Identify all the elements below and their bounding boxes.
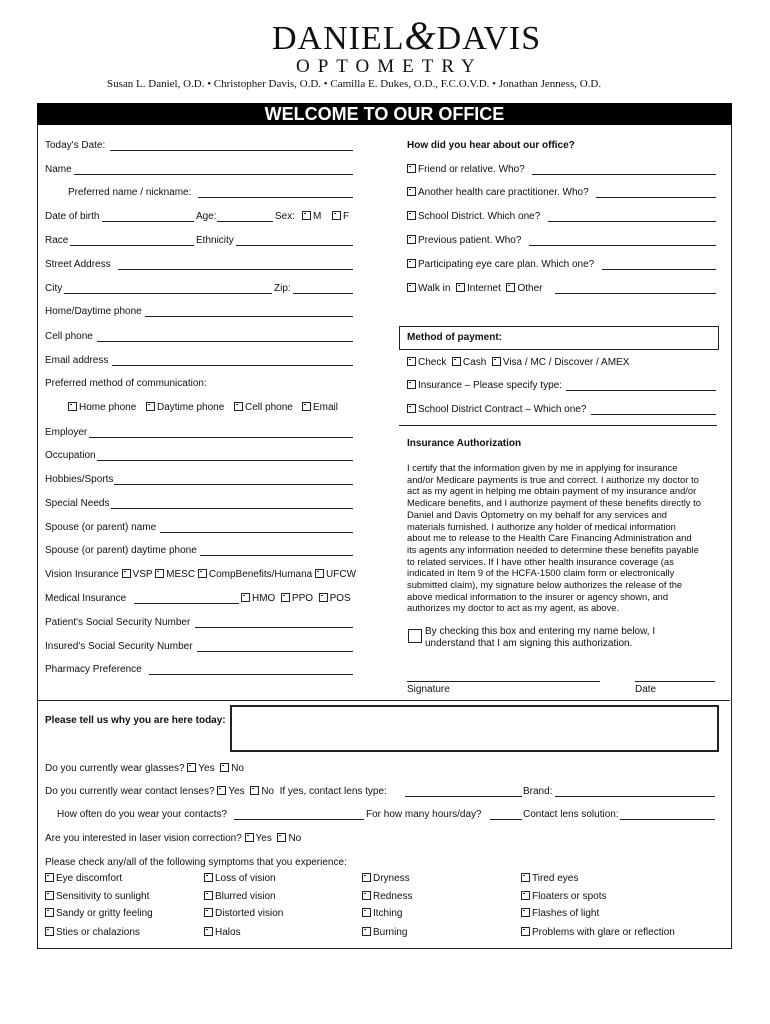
employer-field[interactable] xyxy=(89,437,353,438)
patient-ssn-label: Patient's Social Security Number xyxy=(45,617,191,628)
email-field[interactable] xyxy=(112,365,353,366)
symptom-item[interactable] xyxy=(204,891,276,902)
symptom-text: Eye discomfort xyxy=(56,873,123,884)
checkbox-icon[interactable] xyxy=(250,786,259,795)
checkbox-icon[interactable] xyxy=(521,873,530,882)
comm-email-option[interactable] xyxy=(302,402,338,413)
pay-cash-text: Cash xyxy=(462,357,487,368)
auth-line: Medicare benefits, and I authorize payment of these benefits directly to xyxy=(407,497,701,509)
checkbox-icon[interactable] xyxy=(332,211,341,220)
symptom-item[interactable] xyxy=(521,891,606,902)
checkbox-icon[interactable] xyxy=(319,593,328,602)
sex-f-text: F xyxy=(343,211,350,222)
preferred-name-label: Preferred name / nickname: xyxy=(68,187,192,198)
symptom-item[interactable] xyxy=(204,927,241,938)
symptom-text: Dryness xyxy=(373,873,410,884)
laser-no-text: No xyxy=(288,833,302,844)
checkbox-icon[interactable] xyxy=(220,763,229,772)
brand-label: Brand: xyxy=(523,786,553,797)
hobbies-field[interactable] xyxy=(114,484,353,485)
street-field[interactable] xyxy=(118,269,353,270)
symptom-item[interactable] xyxy=(45,873,122,884)
date-field[interactable] xyxy=(635,681,715,682)
reason-field[interactable] xyxy=(230,705,719,752)
checkbox-icon[interactable] xyxy=(146,402,155,411)
signature-field[interactable] xyxy=(407,681,600,682)
pref-comm-label: Preferred method of communication: xyxy=(45,378,207,389)
checkbox-icon[interactable] xyxy=(68,402,77,411)
hear-other-field[interactable] xyxy=(555,293,716,294)
home-phone-label: Home/Daytime phone xyxy=(45,306,142,317)
ethnicity-field[interactable] xyxy=(236,245,353,246)
auth-line: above medical information to the insurer or agency shown, and xyxy=(407,590,669,602)
spouse-name-field[interactable] xyxy=(160,532,353,533)
checkbox-icon[interactable] xyxy=(407,187,416,196)
hear-practitioner-text: Another health care practitioner. Who? xyxy=(418,187,589,198)
symptom-text: Distorted vision xyxy=(215,908,284,919)
hear-practitioner-option[interactable] xyxy=(407,187,589,198)
occupation-label: Occupation xyxy=(45,450,96,461)
how-often-field[interactable] xyxy=(234,819,364,820)
symptom-text: Floaters or spots xyxy=(532,891,607,902)
age-label: Age: xyxy=(196,211,217,222)
hear-plan-option[interactable] xyxy=(407,259,594,270)
hear-plan-text: Participating eye care plan. Which one? xyxy=(418,259,595,270)
symptom-item[interactable] xyxy=(362,891,412,902)
logo xyxy=(272,13,542,58)
special-needs-field[interactable] xyxy=(111,508,353,509)
hear-title: How did you hear about our office? xyxy=(407,140,575,151)
medical-options xyxy=(241,593,351,604)
reason-label: Please tell us why you are here today: xyxy=(45,715,226,726)
consent-checkbox[interactable] xyxy=(408,629,422,643)
checkbox-icon[interactable] xyxy=(198,569,207,578)
logo-davis: DAVIS xyxy=(436,20,542,57)
checkbox-icon[interactable] xyxy=(204,927,213,936)
occupation-field[interactable] xyxy=(97,460,353,461)
pay-cards-text: Visa / MC / Discover / AMEX xyxy=(502,357,630,368)
spouse-name-label: Spouse (or parent) name xyxy=(45,522,157,533)
ethnicity-label: Ethnicity xyxy=(196,235,234,246)
hear-internet-text: Internet xyxy=(466,283,501,294)
contacts-question: Do you currently wear contact lenses? xyxy=(45,786,215,797)
solution-label: Contact lens solution: xyxy=(523,809,619,820)
hear-previous-option[interactable] xyxy=(407,235,521,246)
checkbox-icon[interactable] xyxy=(492,357,501,366)
banner-title: WELCOME TO OUR OFFICE xyxy=(264,104,505,124)
city-label: City xyxy=(45,283,63,294)
checkbox-icon[interactable] xyxy=(506,283,515,292)
insured-ssn-field[interactable] xyxy=(197,651,353,652)
symptom-text: Problems with glare or reflection xyxy=(532,927,675,938)
dob-label: Date of birth xyxy=(45,211,100,222)
spouse-phone-field[interactable] xyxy=(200,555,353,556)
symptom-item[interactable] xyxy=(521,873,578,884)
checkbox-icon[interactable] xyxy=(281,593,290,602)
hours-field[interactable] xyxy=(490,819,522,820)
symptoms-intro: Please check any/all of the following symptoms that you experience: xyxy=(45,857,347,868)
auth-line: materials furnished. I authorize any holder of medical information xyxy=(407,520,676,532)
checkbox-icon[interactable] xyxy=(407,235,416,244)
pay-insurance-text: Insurance – Please specify type: xyxy=(418,380,562,391)
checkbox-icon[interactable] xyxy=(362,927,371,936)
name-field[interactable] xyxy=(74,174,353,175)
checkbox-icon[interactable] xyxy=(407,283,416,292)
vis-ufcw-text: UFCW xyxy=(326,569,357,580)
dob-field[interactable] xyxy=(102,221,194,222)
auth-section xyxy=(399,425,717,426)
checkbox-icon[interactable] xyxy=(122,569,131,578)
symptom-item[interactable] xyxy=(204,908,283,919)
cell-phone-label: Cell phone xyxy=(45,331,93,342)
hear-school-field[interactable] xyxy=(548,221,716,222)
checkbox-icon[interactable] xyxy=(362,908,371,917)
symptom-text: Sties or chalazions xyxy=(56,927,140,938)
pay-row xyxy=(407,357,629,368)
auth-line: to related services. If I have other health insurance coverage (as xyxy=(407,555,674,567)
todays-date-label: Today's Date: xyxy=(45,140,106,151)
logo-daniel: DANIEL xyxy=(272,20,405,57)
zip-label: Zip: xyxy=(274,283,291,294)
checkbox-icon[interactable] xyxy=(204,891,213,900)
checkbox-icon[interactable] xyxy=(241,593,250,602)
hours-label: For how many hours/day? xyxy=(366,809,482,820)
payment-title: Method of payment: xyxy=(407,332,502,343)
checkbox-icon[interactable] xyxy=(45,927,54,936)
laser-question: Are you interested in laser vision correction? xyxy=(45,833,242,844)
auth-line: I certify that the information given by me in applying for insurance xyxy=(407,462,678,473)
hear-previous-field[interactable] xyxy=(529,245,716,246)
med-pos-text: POS xyxy=(329,593,351,604)
checkbox-icon[interactable] xyxy=(362,891,371,900)
hobbies-label: Hobbies/Sports xyxy=(45,474,114,485)
checkbox-icon[interactable] xyxy=(204,873,213,882)
hear-school-text: School District. Which one? xyxy=(418,211,541,222)
checkbox-icon[interactable] xyxy=(217,786,226,795)
auth-line: indicated in Item 9 of the HCFA-1500 claim form or electronically xyxy=(407,567,675,579)
auth-line: its agents any information needed to determine these benefits payable xyxy=(407,543,699,555)
pay-school-text: School District Contract – Which one? xyxy=(418,404,587,415)
checkbox-icon[interactable] xyxy=(521,927,530,936)
hear-friend-text: Friend or relative. Who? xyxy=(418,164,525,175)
med-ppo-text: PPO xyxy=(291,593,314,604)
vis-mesc-text: MESC xyxy=(166,569,196,580)
date-label: Date xyxy=(635,684,657,695)
symptom-text: Itching xyxy=(373,908,403,919)
symptom-text: Halos xyxy=(215,927,241,938)
sex-f-option[interactable] xyxy=(332,211,349,222)
symptom-item[interactable] xyxy=(521,908,599,919)
checkbox-icon[interactable] xyxy=(407,357,416,366)
street-label: Street Address xyxy=(45,259,111,270)
contacts-row xyxy=(45,786,387,797)
comm-cell-text: Cell phone xyxy=(245,402,293,413)
checkbox-icon[interactable] xyxy=(407,211,416,220)
auth-line: act as my agent in helping me obtain payment of my insurance and/or xyxy=(407,485,697,497)
glasses-question: Do you currently wear glasses? xyxy=(45,763,185,774)
cell-phone-field[interactable] xyxy=(97,341,353,342)
comm-home-text: Home phone xyxy=(79,402,137,413)
checkbox-icon[interactable] xyxy=(407,164,416,173)
name-label: Name xyxy=(45,164,72,175)
pay-insurance-option[interactable] xyxy=(407,380,562,391)
symptom-text: Loss of vision xyxy=(215,873,276,884)
contact-type-field[interactable] xyxy=(405,796,522,797)
checkbox-icon[interactable] xyxy=(245,833,254,842)
auth-line: Daniel and Davis Optometry on my behalf for any services and xyxy=(407,508,668,520)
comm-day-text: Daytime phone xyxy=(157,402,225,413)
brand-field[interactable] xyxy=(555,796,715,797)
contact-type-label: If yes, contact lens type: xyxy=(279,786,387,797)
auth-line: about me to release to the Health Care Financing Administration and xyxy=(407,532,692,544)
home-phone-field[interactable] xyxy=(145,316,353,317)
vision-insurance-label: Vision Insurance xyxy=(45,569,119,580)
checkbox-icon[interactable] xyxy=(277,833,286,842)
how-often-label: How often do you wear your contacts? xyxy=(57,809,228,820)
pay-insurance-field[interactable] xyxy=(566,390,716,391)
signature-label: Signature xyxy=(407,684,450,695)
insured-ssn-label: Insured's Social Security Number xyxy=(45,641,193,652)
auth-title: Insurance Authorization xyxy=(407,438,522,449)
special-needs-label: Special Needs xyxy=(45,498,110,509)
checkbox-icon[interactable] xyxy=(452,357,461,366)
med-hmo-text: HMO xyxy=(252,593,276,604)
comm-cell-option[interactable] xyxy=(234,402,293,413)
glasses-yes-text: Yes xyxy=(198,763,215,774)
employer-label: Employer xyxy=(45,427,88,438)
checkbox-icon[interactable] xyxy=(521,891,530,900)
glasses-no-text: No xyxy=(231,763,244,774)
hear-friend-option[interactable] xyxy=(407,164,525,175)
symptom-text: Redness xyxy=(373,891,413,902)
pay-check-text: Check xyxy=(418,357,447,368)
vision-insurance-row xyxy=(45,569,356,580)
hear-previous-text: Previous patient. Who? xyxy=(418,235,522,246)
pharmacy-label: Pharmacy Preference xyxy=(45,664,142,675)
symptom-item[interactable] xyxy=(362,908,402,919)
checkbox-icon[interactable] xyxy=(187,763,196,772)
checkbox-icon[interactable] xyxy=(45,908,54,917)
symptom-text: Tired eyes xyxy=(532,873,579,884)
checkbox-icon[interactable] xyxy=(407,259,416,268)
race-label: Race xyxy=(45,235,69,246)
symptom-item[interactable] xyxy=(521,927,675,938)
checkbox-icon[interactable] xyxy=(155,569,164,578)
pay-school-field[interactable] xyxy=(591,414,716,415)
race-field[interactable] xyxy=(70,245,194,246)
preferred-name-field[interactable] xyxy=(198,197,353,198)
laser-row xyxy=(45,833,301,844)
medical-insurance-label: Medical Insurance xyxy=(45,593,127,604)
medical-insurance-field[interactable] xyxy=(134,603,239,604)
zip-field[interactable] xyxy=(293,293,353,294)
symptom-item[interactable] xyxy=(362,927,407,938)
symptom-item[interactable] xyxy=(45,908,153,919)
contacts-no-text: No xyxy=(261,786,274,797)
auth-line: submitted claim), my signature below authorizes the release of the xyxy=(407,579,683,591)
auth-text xyxy=(407,462,723,614)
contacts-yes-text: Yes xyxy=(228,786,245,797)
checkbox-icon[interactable] xyxy=(407,404,416,413)
checkbox-icon[interactable] xyxy=(521,908,530,917)
checkbox-icon[interactable] xyxy=(302,402,311,411)
checkbox-icon[interactable] xyxy=(362,873,371,882)
symptom-item[interactable] xyxy=(45,891,149,902)
patient-ssn-field[interactable] xyxy=(195,627,353,628)
pay-school-option[interactable] xyxy=(407,404,586,415)
hear-friend-field[interactable] xyxy=(532,174,716,175)
sex-m-text: M xyxy=(313,211,322,222)
checkbox-icon[interactable] xyxy=(45,873,54,882)
comm-home-option[interactable] xyxy=(68,402,136,413)
checkbox-icon[interactable] xyxy=(45,891,54,900)
hear-walk-text: Walk in xyxy=(418,283,451,294)
hear-walk-row xyxy=(407,283,542,294)
checkbox-icon[interactable] xyxy=(456,283,465,292)
vis-vsp-text: VSP xyxy=(132,569,153,580)
checkbox-icon[interactable] xyxy=(407,380,416,389)
comm-email-text: Email xyxy=(313,402,339,413)
symptom-text: Sensitivity to sunlight xyxy=(56,891,150,902)
logo-ampersand: & xyxy=(404,13,437,58)
symptom-item[interactable] xyxy=(45,927,140,938)
solution-field[interactable] xyxy=(620,819,715,820)
hear-other-text: Other xyxy=(517,283,543,294)
consent-line2: understand that I am signing this authorization. xyxy=(425,638,633,649)
auth-line: authorizes my doctor to act as my agent, as above. xyxy=(407,602,620,614)
symptom-text: Sandy or gritty feeling xyxy=(56,908,153,919)
hear-school-option[interactable] xyxy=(407,211,540,222)
laser-yes-text: Yes xyxy=(255,833,272,844)
symptom-text: Blurred vision xyxy=(215,891,276,902)
bottom-divider xyxy=(37,700,730,701)
symptom-text: Burning xyxy=(373,927,408,938)
logo-subtitle: OPTOMETRY xyxy=(296,56,483,77)
hear-practitioner-field[interactable] xyxy=(596,197,716,198)
checkbox-icon[interactable] xyxy=(302,211,311,220)
todays-date-field[interactable] xyxy=(110,150,353,151)
sex-m-option[interactable] xyxy=(302,211,321,222)
consent-line1: By checking this box and entering my name below, I xyxy=(425,626,656,637)
email-label: Email address xyxy=(45,355,109,366)
age-field[interactable] xyxy=(217,221,273,222)
city-field[interactable] xyxy=(64,293,272,294)
checkbox-icon[interactable] xyxy=(315,569,324,578)
comm-day-option[interactable] xyxy=(146,402,224,413)
glasses-row xyxy=(45,763,244,774)
symptom-text: Flashes of light xyxy=(532,908,600,919)
spouse-phone-label: Spouse (or parent) daytime phone xyxy=(45,545,197,556)
checkbox-icon[interactable] xyxy=(234,402,243,411)
auth-line: and/or Medicare payments is true and correct. I authorize my doctor to xyxy=(407,473,699,485)
symptom-item[interactable] xyxy=(204,873,276,884)
pharmacy-field[interactable] xyxy=(149,674,353,675)
doctors-list: Susan L. Daniel, O.D. • Christopher Davis, O.D. • Camilla E. Dukes, O.D., F.C.O.V.D. • Jonathan Jenness, O.D. xyxy=(107,78,602,90)
hear-plan-field[interactable] xyxy=(602,269,716,270)
sex-label: Sex: xyxy=(275,211,296,222)
checkbox-icon[interactable] xyxy=(204,908,213,917)
symptom-item[interactable] xyxy=(362,873,410,884)
vis-comp-text: CompBenefits/Humana xyxy=(208,569,313,580)
welcome-banner xyxy=(37,103,732,125)
